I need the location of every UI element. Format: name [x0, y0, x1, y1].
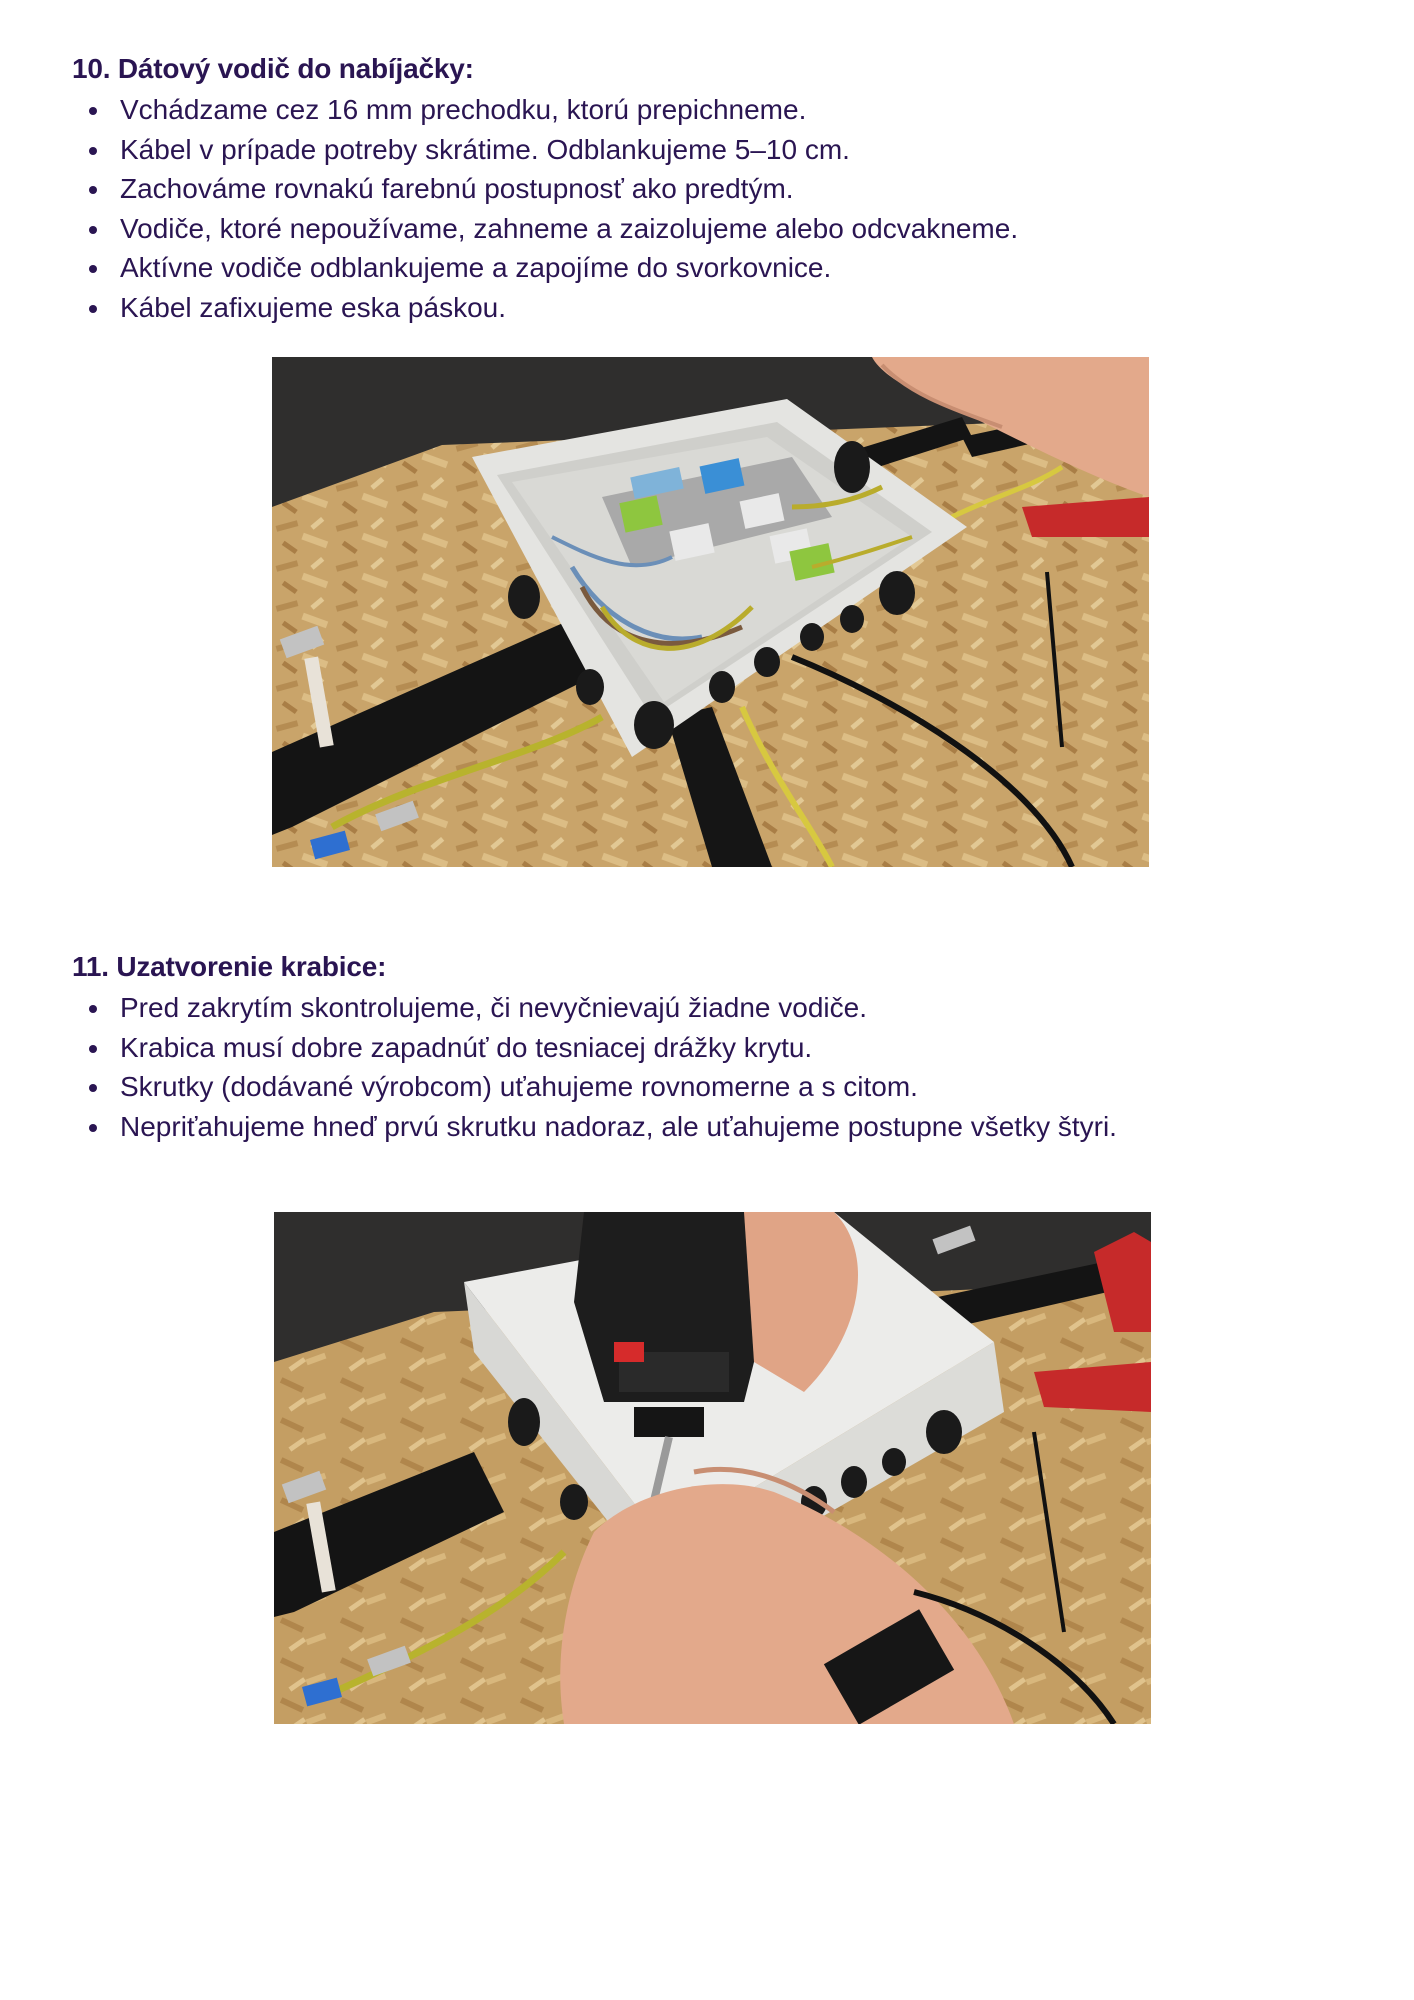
- list-item: Nepriťahujeme hneď prvú skrutku nadoraz, ale uťahujeme postupne všetky štyri.: [72, 1107, 1372, 1147]
- bullet-dot-icon: [89, 305, 97, 313]
- bullet-dot-icon: [89, 1124, 97, 1132]
- photo-open-junction-box-illustration: [272, 357, 1149, 867]
- section-11: [72, 948, 1372, 1146]
- list-item: Pred zakrytím skontrolujeme, či nevyčnievajú žiadne vodiče.: [72, 988, 1372, 1028]
- photo-open-junction-box: [272, 357, 1149, 867]
- bullet-dot-icon: [89, 107, 97, 115]
- section-11-bullet-list: [72, 988, 1372, 1146]
- list-item: Zachováme rovnakú farebnú postupnosť ako predtým.: [72, 169, 1372, 209]
- bullet-dot-icon: [89, 186, 97, 194]
- list-item: Kábel zafixujeme eska páskou.: [72, 288, 1372, 328]
- bullet-dot-icon: [89, 1005, 97, 1013]
- photo-closing-box-with-drill-illustration: [274, 1212, 1151, 1724]
- section-10: [72, 50, 1372, 327]
- list-item: Skrutky (dodávané výrobcom) uťahujeme rovnomerne a s citom.: [72, 1067, 1372, 1107]
- section-10-heading: 10. Dátový vodič do nabíjačky:: [72, 53, 474, 84]
- bullet-dot-icon: [89, 226, 97, 234]
- list-item: Krabica musí dobre zapadnúť do tesniacej drážky krytu.: [72, 1028, 1372, 1068]
- bullet-dot-icon: [89, 1045, 97, 1053]
- list-item: Aktívne vodiče odblankujeme a zapojíme do svorkovnice.: [72, 248, 1372, 288]
- section-10-bullet-list: [72, 90, 1372, 327]
- list-item: Vchádzame cez 16 mm prechodku, ktorú prepichneme.: [72, 90, 1372, 130]
- bullet-dot-icon: [89, 265, 97, 273]
- section-11-heading: 11. Uzatvorenie krabice:: [72, 951, 387, 982]
- bullet-dot-icon: [89, 1084, 97, 1092]
- bullet-dot-icon: [89, 147, 97, 155]
- list-item: Kábel v prípade potreby skrátime. Odblankujeme 5–10 cm.: [72, 130, 1372, 170]
- list-item: Vodiče, ktoré nepoužívame, zahneme a zaizolujeme alebo odcvakneme.: [72, 209, 1372, 249]
- photo-closing-box-with-drill: [274, 1212, 1151, 1724]
